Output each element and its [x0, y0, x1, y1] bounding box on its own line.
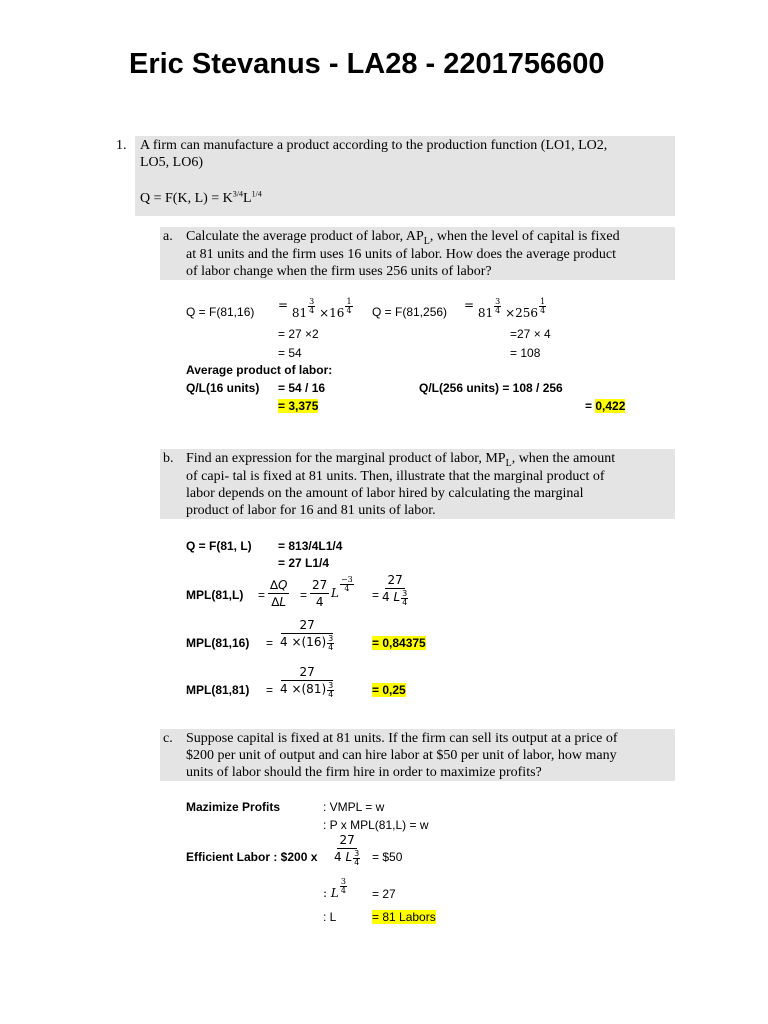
production-function: Q = F(K, $L) = K^{3/4}L^{1/4}$ — [140, 189, 262, 206]
q256-step3: = 108 — [510, 346, 541, 360]
ql256-result: = 0,422 — [585, 399, 626, 413]
mpl16-eq: = — [266, 636, 274, 650]
part-c-line1: Suppose capital is fixed at 81 units. If the firm can sell its output at a price of — [186, 731, 618, 746]
mpl16-label: MPL(81,16) — [186, 636, 250, 650]
vmpl-eq: : VMPL = w — [323, 800, 385, 814]
qfl-label: Q = F(81, L) — [186, 539, 252, 553]
mpl-eq2: = — [300, 588, 308, 602]
mpl-fraction-1: $\frac{27}{4}$ — [312, 578, 328, 609]
part-b-line2: of capi- tal is fixed at 81 units. Then, illustrate that the marginal product of — [186, 469, 605, 484]
part-a-line1: Calculate the average product of labor, $AP_L$, when the level of capital is fixed — [186, 229, 620, 247]
efficient-labor-result: = $50 — [372, 850, 403, 864]
q16-step2: = 27 ×2 — [278, 327, 319, 341]
question-number: 1. — [116, 138, 127, 153]
question-intro-line1: A firm can manufacture a product according to the production function (LO1, LO2, — [140, 138, 608, 153]
ql16-label: Q/L(16 units) — [186, 381, 260, 395]
question-intro-line2: LO5, LO6) — [140, 155, 203, 170]
mpl16-fraction: 27 4 ×(16) $\frac{3}{4}$ — [280, 618, 334, 652]
part-c-line3: units of labor should the firm hire in order to maximize profits? — [186, 765, 542, 780]
page-title: Eric Stevanus - LA28 - 2201756600 — [129, 48, 605, 80]
q256-expression: = 81 $\frac{3}{4}$ ×256 $\frac{1}{4}$ — [464, 297, 546, 320]
mpl-eq1: = — [258, 588, 266, 602]
qfl-eq1: = 813/4L1/4 — [278, 539, 343, 553]
mpl81-result: = 0,25 — [372, 683, 406, 697]
mpl-eq3: = — [372, 588, 380, 602]
part-a-line2: at 81 units and the firm uses 16 units of labor. How does the average product — [186, 247, 617, 262]
l-power-step: : L $\frac{3}{4}$ — [323, 877, 346, 900]
l-label: : L — [323, 910, 337, 924]
mpl-fraction-2: 27 4 L $\frac{3}{4}$ — [382, 573, 408, 607]
part-c-letter: c. — [163, 731, 173, 746]
average-product-label: Average product of labor: — [186, 363, 333, 377]
mpl16-result: = 0,84375 — [372, 636, 426, 650]
part-a-line3: of labor change when the firm uses 256 units of labor? — [186, 264, 492, 279]
labor-result: = 81 Labors — [372, 910, 436, 924]
part-b-letter: b. — [163, 451, 174, 466]
part-b-line3: labor depends on the amount of labor hired by calculating the marginal — [186, 486, 584, 501]
q16-expression: = 81 $\frac{3}{4}$ ×16 $\frac{1}{4}$ — [278, 297, 352, 320]
efficient-labor-fraction: 27 4 L $\frac{3}{4}$ — [334, 833, 360, 867]
delta-fraction: $\frac{\Delta Q}{\Delta L}$ — [270, 578, 288, 609]
part-b-line1: Find an expression for the marginal product of labor, $MP_L$, when the amount — [186, 451, 616, 469]
efficient-labor-label: Efficient Labor : $200 x — [186, 850, 318, 864]
mpl-label: MPL(81,L) — [186, 588, 244, 602]
l-power-result: = 27 — [372, 887, 396, 901]
price-mpl-eq: : P x MPL(81,L) = w — [323, 818, 429, 832]
mpl81-eq: = — [266, 683, 274, 697]
maximize-profits-label: Mazimize Profits — [186, 800, 281, 814]
part-c-line2: $200 per unit of output and can hire labor at $50 per unit of labor, how many — [186, 748, 617, 763]
q16-step3: = 54 — [278, 346, 302, 360]
mpl81-label: MPL(81,81) — [186, 683, 250, 697]
part-b-line4: product of labor for 16 and 81 units of labor. — [186, 503, 436, 518]
mpl-l-power: L $\frac{-3}{4}$ — [331, 575, 353, 600]
part-a-letter: a. — [163, 229, 173, 244]
q16-label: Q = F(81,16) — [186, 305, 255, 319]
q256-step2: =27 × 4 — [510, 327, 551, 341]
q256-label: Q = F(81,256) — [372, 305, 448, 319]
qfl-eq2: = 27 L1/4 — [278, 556, 330, 570]
mpl81-fraction: 27 4 ×(81) $\frac{3}{4}$ — [280, 665, 334, 699]
ql16-result: = 3,375 — [278, 399, 319, 413]
ql16-value: = 54 / 16 — [278, 381, 326, 395]
ql256-label: Q/L(256 units) = 108 / 256 — [419, 381, 563, 395]
